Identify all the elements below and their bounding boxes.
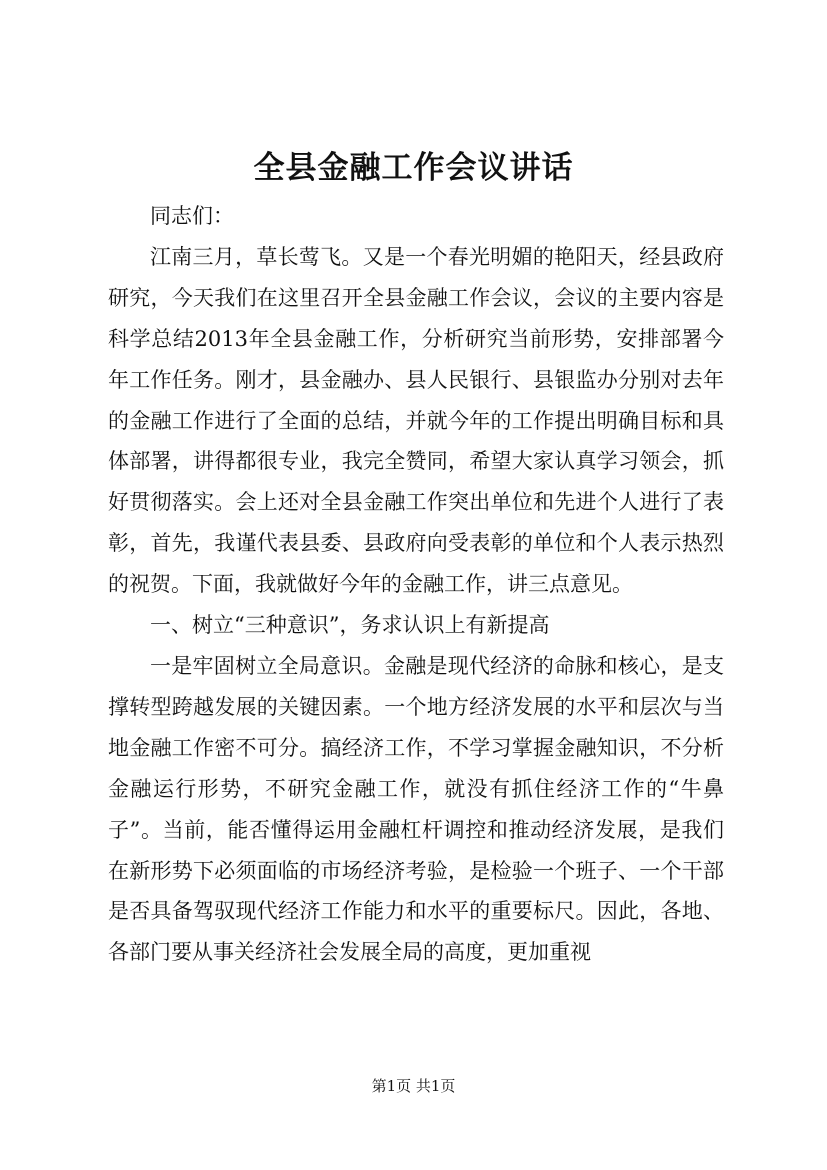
page-footer: 第1页 共1页	[371, 1077, 456, 1095]
section-heading-1: 一、树立“三种意识”，务求认识上有新提高	[150, 613, 550, 638]
paragraph-section-1: 一是牢固树立全局意识。金融是现代经济的命脉和核心，是支撑转型跨越发展的关键因素。一个地方经济发展的水平和层次与当地金融工作密不可分。搞经济工作，不学习掌握金融知识，不分析金融运行形势，不研究金融工作，就没有抓住经济工作的“牛鼻子”。当前，能否懂得运用金融杠杆调控和推动经济发展，是我们在新形势下必须面临的市场经济考验，是检验一个班子、一个干部是否具备驾驭现代经济工作能力和水平的重要标尺。因此，各地、各部门要从事关经济社会发展全局的高度，更加重视	[108, 653, 724, 965]
paragraph-intro: 江南三月，草长莺飞。又是一个春光明媚的艳阳天，经县政府研究，今天我们在这里召开全县金融工作会议，会议的主要内容是科学总结2013年全县金融工作，分析研究当前形势，安排部署今年工作任务。刚才，县金融办、县人民银行、县银监办分别对去年的金融工作进行了全面的总结，并就今年的工作提出明确目标和具体部署，讲得都很专业，我完全赞同，希望大家认真学习领会，抓好贯彻落实。会上还对全县金融工作突出单位和先进个人进行了表彰，首先，我谨代表县委、县政府向受表彰的单位和个人表示热烈的祝贺。下面，我就做好今年的金融工作，讲三点意见。	[108, 244, 724, 597]
document-body	[108, 196, 724, 973]
paragraph-greeting: 同志们：	[150, 204, 234, 228]
document-title: 全县金融工作会议讲话	[253, 150, 574, 186]
